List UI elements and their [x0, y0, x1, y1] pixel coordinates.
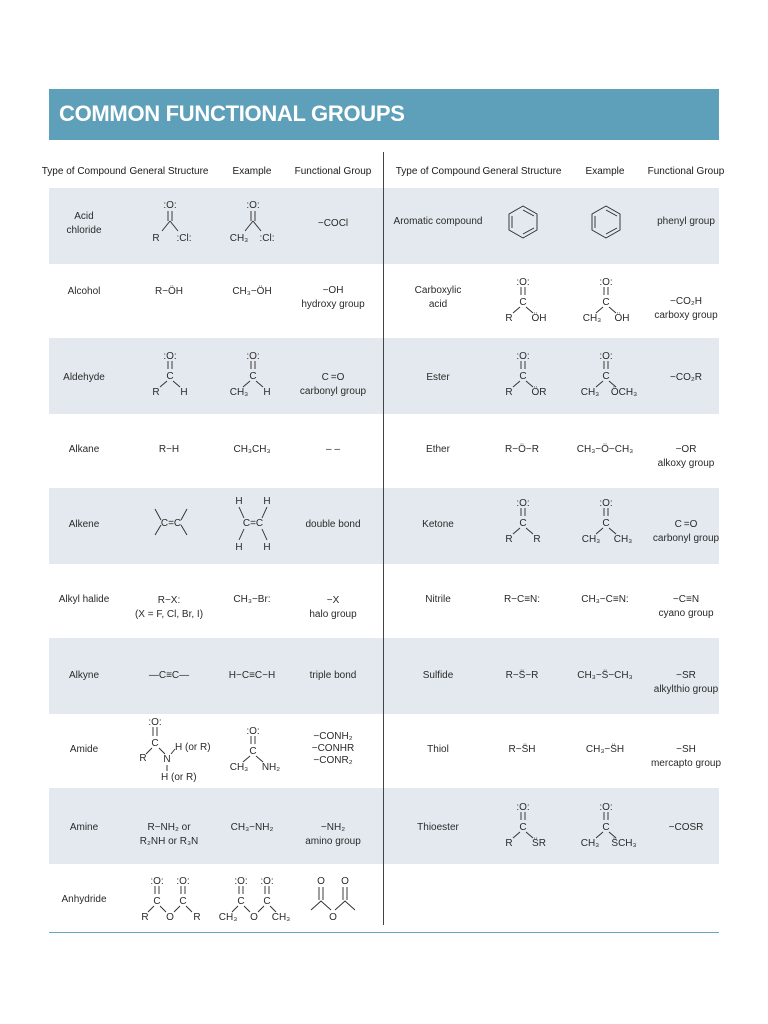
- svg-text:R: R: [505, 387, 513, 398]
- svg-text:S̈CH₃: S̈CH₃: [611, 838, 637, 849]
- svg-text:C: C: [249, 371, 257, 382]
- bottom-rule: [49, 932, 719, 933]
- svg-text::O:: :O:: [599, 351, 613, 362]
- svg-text:C: C: [153, 896, 161, 907]
- svg-text:CH₃: CH₃: [229, 387, 249, 398]
- example-alkyne: H−C≡C−H: [228, 670, 276, 681]
- group-carboxylic-acid: −CO₂H carboxy group: [654, 296, 718, 321]
- type-alkane: Alkane: [68, 444, 100, 455]
- group-alkane: – –: [326, 444, 340, 455]
- structure-alkene-example: [227, 492, 279, 554]
- svg-text::O:: :O:: [516, 498, 530, 509]
- group-aldehyde: C =O carbonyl group: [299, 372, 367, 397]
- type-ester: Ester: [426, 372, 450, 383]
- group-acid-chloride: −COCl: [317, 218, 349, 229]
- example-ether: CH₃−Ö−CH₃: [576, 444, 634, 455]
- type-thioester: Thioester: [417, 822, 459, 833]
- svg-text::O:: :O:: [599, 498, 613, 509]
- svg-text:C: C: [602, 822, 610, 833]
- general-alkane: R−H: [158, 444, 180, 455]
- type-aldehyde: Aldehyde: [63, 372, 105, 383]
- svg-text:H: H: [180, 387, 188, 398]
- header-example-left: Example: [232, 166, 272, 177]
- svg-text:NH₂: NH₂: [261, 762, 281, 773]
- type-ether: Ether: [426, 444, 450, 455]
- structure-alkene-general: [149, 505, 193, 545]
- structure-thioester-example: [576, 800, 642, 850]
- svg-text:C: C: [151, 738, 159, 749]
- svg-text:ÖR: ÖR: [531, 387, 547, 398]
- svg-text:C: C: [519, 822, 527, 833]
- structure-benzene-example: [590, 204, 622, 240]
- svg-text:R: R: [141, 912, 149, 923]
- header-general-right: General Structure: [482, 166, 562, 177]
- svg-text:C: C: [519, 297, 527, 308]
- svg-text::O:: :O:: [176, 876, 190, 887]
- example-alkyl-halide: CH₃−Br:: [233, 594, 271, 605]
- type-acid-chloride: Acid chloride: [66, 211, 102, 236]
- svg-text:C: C: [519, 518, 527, 529]
- svg-text:O: O: [341, 876, 349, 887]
- group-amine: −NH₂ amino group: [305, 822, 361, 847]
- general-thiol: R−S̈H: [508, 744, 536, 755]
- structure-thioester-general: [497, 800, 557, 850]
- general-sulfide: R−S̈−R: [505, 670, 539, 681]
- header-group-left: Functional Group: [294, 166, 372, 177]
- svg-text:R: R: [505, 534, 513, 545]
- svg-text:R: R: [152, 233, 160, 244]
- structure-aldehyde-general: [144, 349, 204, 399]
- svg-text:O: O: [329, 912, 337, 923]
- general-alcohol: R−ÖH: [154, 286, 184, 297]
- group-aromatic: phenyl group: [657, 216, 715, 227]
- header-group-right: Functional Group: [647, 166, 725, 177]
- group-alcohol: −OH hydroxy group: [301, 285, 365, 310]
- svg-text::O:: :O:: [163, 200, 177, 211]
- structure-aldehyde-example: [227, 349, 287, 399]
- svg-text:CH₃: CH₃: [613, 534, 633, 545]
- general-alkyl-halide: R−X: (X = F, Cl, Br, I): [134, 595, 204, 620]
- type-carboxylic-acid: Carboxylic acid: [414, 285, 462, 310]
- general-ether: R−Ö−R: [505, 444, 539, 455]
- type-alkene: Alkene: [68, 519, 100, 530]
- svg-text::O:: :O:: [246, 726, 260, 737]
- structure-acid-chloride-general: [144, 197, 204, 247]
- svg-text:H (or R): H (or R): [161, 772, 197, 783]
- svg-text:CH₃: CH₃: [229, 233, 249, 244]
- svg-text:C: C: [249, 746, 257, 757]
- svg-text:ÖH: ÖH: [531, 313, 547, 324]
- type-alkyne: Alkyne: [68, 670, 100, 681]
- svg-text::O:: :O:: [599, 277, 613, 288]
- svg-text:CH₃: CH₃: [580, 387, 600, 398]
- header-type-right: Type of Compound: [395, 166, 481, 177]
- svg-text:O: O: [317, 876, 325, 887]
- svg-text::O:: :O:: [148, 717, 162, 728]
- structure-carboxylic-general: [497, 275, 557, 325]
- svg-text:R: R: [533, 534, 541, 545]
- svg-text:H: H: [235, 542, 243, 553]
- functional-groups-table: [41, 152, 725, 935]
- structure-benzene-general: [507, 204, 539, 240]
- header-type-left: Type of Compound: [41, 166, 127, 177]
- group-amide: −CONH₂ −CONHR −CONR₂: [311, 731, 355, 766]
- svg-text:R: R: [152, 387, 160, 398]
- structure-ester-general: [497, 349, 557, 399]
- group-ketone: C =O carbonyl group: [652, 519, 720, 544]
- type-ketone: Ketone: [422, 519, 454, 530]
- type-alcohol: Alcohol: [67, 286, 101, 297]
- structure-ketone-general: [497, 496, 557, 546]
- svg-text:H: H: [263, 542, 271, 553]
- svg-text::O:: :O:: [246, 351, 260, 362]
- group-nitrile: −C≡N cyano group: [658, 594, 714, 619]
- svg-text:O: O: [250, 912, 258, 923]
- svg-text::O:: :O:: [260, 876, 274, 887]
- structure-anhydride-example: [219, 874, 291, 926]
- structure-amide-general: [137, 714, 217, 784]
- svg-text::O:: :O:: [599, 802, 613, 813]
- svg-text::O:: :O:: [516, 277, 530, 288]
- header-example-right: Example: [585, 166, 625, 177]
- structure-carboxylic-example: [580, 275, 640, 325]
- svg-text:C: C: [179, 896, 187, 907]
- svg-text:C=C: C=C: [242, 518, 264, 529]
- svg-text:C: C: [237, 896, 245, 907]
- group-ether: −OR alkoxy group: [657, 444, 715, 469]
- svg-text:O: O: [166, 912, 174, 923]
- svg-text::O:: :O:: [150, 876, 164, 887]
- svg-text:R: R: [505, 313, 513, 324]
- svg-text:H: H: [263, 496, 271, 507]
- svg-text:N: N: [163, 754, 171, 765]
- svg-text:H: H: [235, 496, 243, 507]
- column-divider: [383, 152, 384, 925]
- svg-text:C: C: [263, 896, 271, 907]
- type-amine: Amine: [69, 822, 99, 833]
- svg-text:C: C: [519, 371, 527, 382]
- example-alkane: CH₃CH₃: [233, 444, 271, 455]
- svg-text::O:: :O:: [234, 876, 248, 887]
- group-alkene: double bond: [305, 519, 361, 530]
- type-anhydride: Anhydride: [61, 894, 107, 905]
- svg-text:CH₃: CH₃: [580, 838, 600, 849]
- example-sulfide: CH₃−S̈−CH₃: [577, 670, 633, 681]
- svg-text:C: C: [602, 518, 610, 529]
- general-amine: R−NH₂ or R₂NH or R₃N: [139, 822, 199, 847]
- structure-anhydride-general: [139, 874, 205, 926]
- svg-text:C=C: C=C: [160, 518, 182, 529]
- group-alkyl-halide: −X halo group: [309, 595, 357, 620]
- example-nitrile: CH₃−C≡N:: [581, 594, 629, 605]
- svg-text::O:: :O:: [246, 200, 260, 211]
- page-title: COMMON FUNCTIONAL GROUPS: [59, 101, 405, 126]
- structure-ketone-example: [578, 496, 642, 546]
- type-nitrile: Nitrile: [425, 594, 451, 605]
- svg-text:CH₃: CH₃: [218, 912, 238, 923]
- general-nitrile: R−C≡N:: [503, 594, 541, 605]
- svg-text:ÖH: ÖH: [614, 313, 630, 324]
- svg-text:CH₃: CH₃: [229, 762, 249, 773]
- svg-text:H: H: [263, 387, 271, 398]
- structure-ester-example: [576, 349, 642, 399]
- structure-amide-example: [227, 724, 287, 774]
- group-thioester: −COSR: [668, 822, 704, 833]
- type-alkyl-halide: Alkyl halide: [58, 594, 110, 605]
- general-alkyne: —C≡C—: [148, 670, 190, 681]
- group-sulfide: −SR alkylthio group: [653, 670, 719, 695]
- example-alcohol: CH₃−ÖH: [232, 286, 272, 297]
- svg-text::O:: :O:: [516, 351, 530, 362]
- group-alkyne: triple bond: [309, 670, 357, 681]
- header-general-left: General Structure: [129, 166, 209, 177]
- type-aromatic: Aromatic compound: [393, 216, 483, 227]
- group-thiol: −SH mercapto group: [650, 744, 722, 769]
- svg-text::O:: :O:: [163, 351, 177, 362]
- svg-text:ÖCH₃: ÖCH₃: [610, 387, 638, 398]
- example-amine: CH₃−NH₂: [230, 822, 274, 833]
- type-sulfide: Sulfide: [422, 670, 454, 681]
- svg-text:CH₃: CH₃: [581, 534, 601, 545]
- svg-text::Cl:: :Cl:: [176, 233, 192, 244]
- svg-text:R: R: [505, 838, 513, 849]
- svg-text:C: C: [166, 371, 174, 382]
- svg-text:C: C: [602, 371, 610, 382]
- structure-acid-chloride-example: [227, 197, 287, 247]
- type-amide: Amide: [69, 744, 99, 755]
- group-ester: −CO₂R: [670, 372, 702, 383]
- svg-text:H (or R): H (or R): [175, 742, 211, 753]
- svg-text:R: R: [193, 912, 201, 923]
- svg-text:CH₃: CH₃: [271, 912, 291, 923]
- svg-text::O:: :O:: [516, 802, 530, 813]
- svg-text:C: C: [602, 297, 610, 308]
- example-thiol: CH₃−S̈H: [585, 744, 625, 755]
- title-banner: [49, 89, 719, 140]
- svg-text:CH₃: CH₃: [582, 313, 602, 324]
- svg-text::Cl:: :Cl:: [259, 233, 275, 244]
- structure-anhydride-group: [307, 874, 359, 926]
- svg-text:R: R: [139, 753, 147, 764]
- type-thiol: Thiol: [427, 744, 449, 755]
- svg-text:S̈R: S̈R: [532, 838, 546, 849]
